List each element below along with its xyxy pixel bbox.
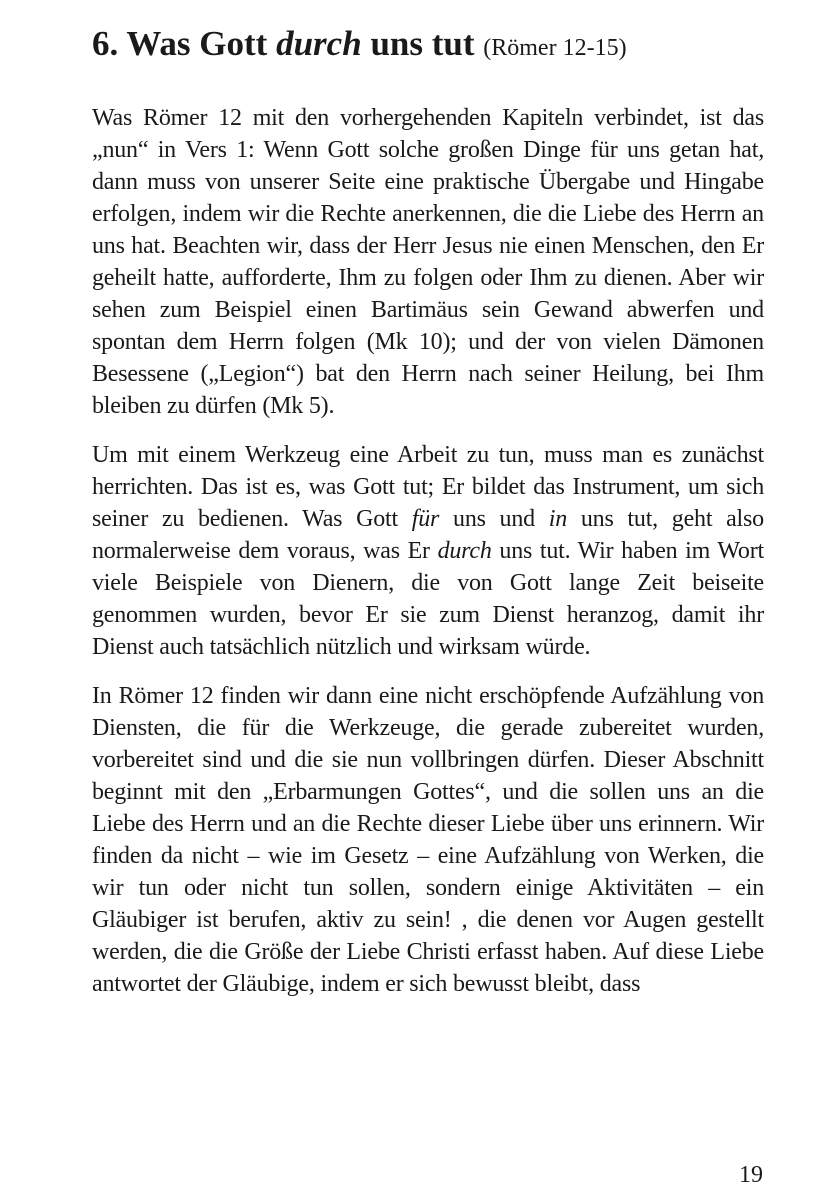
paragraph-1: Was Römer 12 mit den vorhergehenden Kapiteln verbindet, ist das „nun“ in Vers 1: Wenn Gott solche großen Dinge für uns getan hat, dann muss von unserer Seite eine praktische Übergabe und Hingabe erfolgen, indem wir die Rechte anerkennen, die die Liebe des Herrn an uns hat. Beachten wir, dass der Herr Jesus nie einen Menschen, den Er geheilt hatte, aufforderte, Ihm zu folgen oder Ihm zu dienen. Aber wir sehen zum Beispiel einen Bartimäus sein Gewand abwerfen und spontan dem Herrn folgen (Mk 10); und der von vielen Dämonen Besessene („Legion“) bat den Herrn nach seiner Heilung, bei Ihm bleiben zu dürfen (Mk 5).	[92, 105, 764, 419]
p2-text-1: Um mit einem Werkzeug eine Arbeit zu tun, muss man es zunächst herrichten. Das ist es, was Gott tut; Er bildet das Instrument, um sich seiner zu bedienen. Was Gott	[92, 442, 764, 532]
p2-text-2: uns und	[453, 506, 535, 532]
paragraph-3: In Römer 12 finden wir dann eine nicht erschöpfende Aufzählung von Diensten, die für die Werkzeuge, die gerade zubereitet wurden, vorbereitet sind und die sie nun vollbringen dürfen. Dieser Abschnitt beginnt mit den „Erbarmungen Gottes“, und die sollen uns an die Liebe des Herrn und an die Rechte dieser Liebe über uns erinnern. Wir finden da nicht – wie im Gesetz – eine Aufzählung von Werken, die wir tun oder nicht tun sollen, sondern einige Aktivitäten – ein Gläubiger ist berufen, aktiv zu sein! , die denen vor Augen gestellt werden, die die Größe der Liebe Christi erfasst haben. Auf diese Liebe antwortet der Gläubige, indem er sich bewusst bleibt, dass	[92, 683, 764, 997]
page-content	[92, 22, 764, 1017]
paragraph-2	[92, 439, 764, 663]
p2-emphasis-fuer: für	[411, 506, 440, 532]
heading-rest: uns tut	[370, 24, 475, 63]
p2-text-4: uns tut. Wir haben im Wort viele Beispiele von Dienern, die von Gott lange Zeit beiseite genommen wurden, bevor Er sie zum Dienst heranzog, damit ihr Dienst auch tatsächlich nützlich und wirksam würde.	[92, 538, 764, 660]
p2-emphasis-in: in	[548, 506, 568, 532]
chapter-heading	[92, 22, 764, 70]
p2-text-3: uns tut, geht also normalerweise dem voraus, was Er	[92, 506, 764, 564]
heading-number: 6. Was Gott	[92, 24, 268, 63]
page-number: 19	[739, 1162, 763, 1188]
p2-emphasis-durch: durch	[437, 538, 492, 564]
heading-italic-word: durch	[276, 24, 362, 63]
bible-reference: (Römer 12-15)	[483, 35, 627, 61]
